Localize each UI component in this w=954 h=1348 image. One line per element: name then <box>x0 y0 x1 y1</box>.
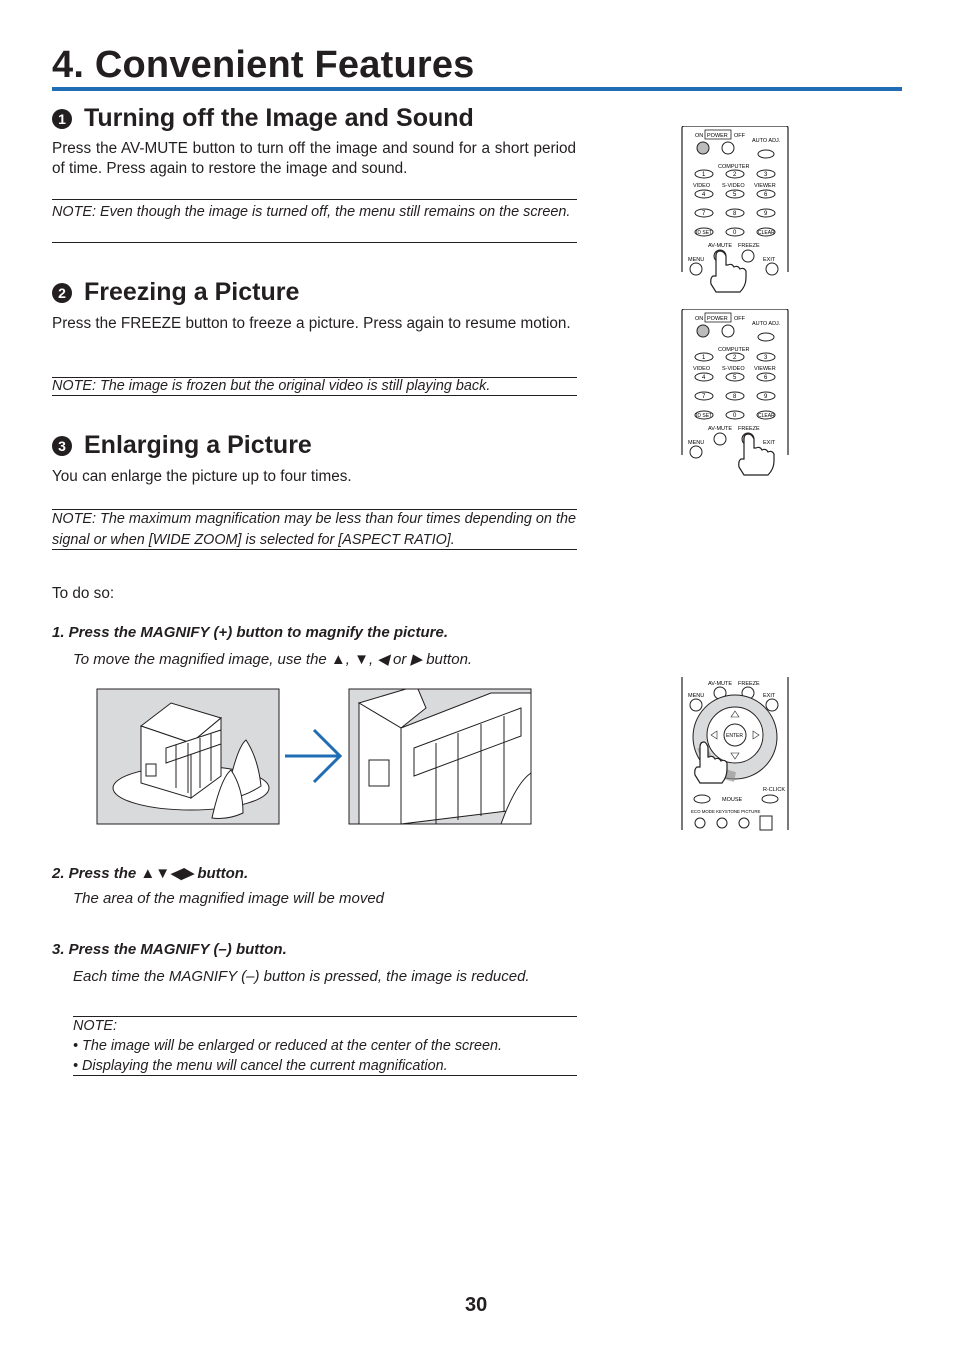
svg-text:9: 9 <box>764 394 768 400</box>
svg-text:ID SET: ID SET <box>696 230 713 236</box>
svg-text:MENU: MENU <box>688 693 705 699</box>
svg-text:VIEWER: VIEWER <box>754 183 776 189</box>
svg-text:POWER: POWER <box>707 133 728 139</box>
section-3-number: 3 <box>52 436 72 456</box>
section-3-note: NOTE: The maximum magnification may be less than four times depending on the signal or when [WIDE ZOOM] is selected for [ASPECT RATIO]. <box>52 511 576 548</box>
divider <box>52 395 577 396</box>
page-number: 30 <box>465 1294 488 1316</box>
svg-text:MOUSE: MOUSE <box>722 797 743 803</box>
svg-text:COMPUTER: COMPUTER <box>718 164 750 170</box>
svg-text:4: 4 <box>702 375 706 381</box>
title-rule <box>52 87 902 91</box>
svg-text:4: 4 <box>702 192 706 198</box>
svg-text:1: 1 <box>702 355 706 361</box>
svg-text:OFF: OFF <box>734 316 745 322</box>
svg-text:1: 1 <box>702 172 706 178</box>
svg-text:VIDEO: VIDEO <box>693 183 711 189</box>
divider <box>73 1075 577 1076</box>
svg-text:AV-MUTE: AV-MUTE <box>708 243 733 249</box>
svg-text:7: 7 <box>702 211 706 217</box>
step-3: 3. Press the MAGNIFY (–) button. <box>52 941 287 958</box>
svg-text:POWER: POWER <box>707 316 728 322</box>
svg-text:8: 8 <box>733 394 737 400</box>
svg-text:COMPUTER: COMPUTER <box>718 347 750 353</box>
svg-text:CLEAR: CLEAR <box>758 413 775 419</box>
svg-text:EXIT: EXIT <box>763 257 776 263</box>
step-3-sub: Each time the MAGNIFY (–) button is pressed, the image is reduced. <box>73 968 530 985</box>
svg-text:EXIT: EXIT <box>763 693 776 699</box>
divider <box>52 549 577 550</box>
svg-text:0: 0 <box>733 413 737 419</box>
magnify-illustration <box>96 688 533 826</box>
magnified-image-panel <box>349 689 531 824</box>
svg-text:FREEZE: FREEZE <box>738 243 760 249</box>
svg-text:MENU: MENU <box>688 440 705 446</box>
svg-text:5: 5 <box>733 375 737 381</box>
remote-freeze-illustration <box>680 309 790 481</box>
svg-text:R-CLICK: R-CLICK <box>763 787 786 793</box>
note-item: • The image will be enlarged or reduced at the center of the screen. <box>73 1038 503 1054</box>
todo-label: To do so: <box>52 585 115 602</box>
section-1-number: 1 <box>52 109 72 129</box>
svg-text:ON: ON <box>695 133 704 139</box>
svg-text:ID SET: ID SET <box>696 413 713 419</box>
original-image-panel <box>97 689 279 824</box>
section-2-note: NOTE: The image is frozen but the original video is still playing back. <box>52 378 491 394</box>
svg-text:ECO MODE KEYSTONE PICTURE: ECO MODE KEYSTONE PICTURE <box>691 809 761 814</box>
step-1-sub: To move the magnified image, use the ▲, ▼, ◀ or ▶ button. <box>73 651 473 668</box>
svg-text:5: 5 <box>733 192 737 198</box>
svg-text:FREEZE: FREEZE <box>738 681 760 687</box>
svg-text:3: 3 <box>764 172 768 178</box>
svg-text:AV-MUTE: AV-MUTE <box>708 426 733 432</box>
svg-text:8: 8 <box>733 211 737 217</box>
svg-text:OFF: OFF <box>734 133 745 139</box>
right-arrow-icon <box>285 730 340 782</box>
svg-text:2: 2 <box>733 172 737 178</box>
svg-text:ON: ON <box>695 316 704 322</box>
step-2: 2. Press the ▲▼◀▶ button. <box>52 865 249 882</box>
section-3-heading <box>52 431 312 460</box>
svg-text:AUTO ADJ.: AUTO ADJ. <box>752 138 781 144</box>
svg-text:CLEAR: CLEAR <box>758 230 775 236</box>
svg-text:AV-MUTE: AV-MUTE <box>708 681 733 687</box>
svg-text:VIDEO: VIDEO <box>693 366 711 372</box>
section-3-title: Enlarging a Picture <box>84 431 312 459</box>
section-1-heading <box>52 104 474 133</box>
section-2-title: Freezing a Picture <box>84 278 300 306</box>
remote-av-mute-illustration <box>680 126 790 298</box>
remote-magnify-illustration <box>680 677 790 833</box>
svg-text:9: 9 <box>764 211 768 217</box>
svg-text:3: 3 <box>764 355 768 361</box>
svg-text:VIEWER: VIEWER <box>754 366 776 372</box>
svg-text:6: 6 <box>764 375 768 381</box>
section-2-body: Press the FREEZE button to freeze a picture. Press again to resume motion. <box>52 315 571 332</box>
svg-text:ENTER: ENTER <box>726 733 743 739</box>
svg-text:0: 0 <box>733 230 737 236</box>
section-1-body: Press the AV-MUTE button to turn off the image and sound for a short period of time. Press again to restore the image and sound. <box>52 140 576 177</box>
section-2-heading <box>52 278 299 307</box>
svg-text:EXIT: EXIT <box>763 440 776 446</box>
svg-text:AUTO ADJ.: AUTO ADJ. <box>752 321 781 327</box>
section-2-number: 2 <box>52 283 72 303</box>
svg-text:S-VIDEO: S-VIDEO <box>722 366 745 372</box>
section-1-title: Turning off the Image and Sound <box>84 104 474 132</box>
svg-text:FREEZE: FREEZE <box>738 426 760 432</box>
page-title: 4. Convenient Features <box>52 44 475 86</box>
section-1-note: NOTE: Even though the image is turned off, the menu still remains on the screen. <box>52 204 571 220</box>
svg-text:6: 6 <box>764 192 768 198</box>
svg-text:S-VIDEO: S-VIDEO <box>722 183 745 189</box>
svg-text:MENU: MENU <box>688 257 705 263</box>
divider <box>52 242 577 243</box>
svg-text:2: 2 <box>733 355 737 361</box>
note-item: • Displaying the menu will cancel the current magnification. <box>73 1058 448 1074</box>
divider <box>73 1016 577 1017</box>
svg-text:7: 7 <box>702 394 706 400</box>
step-1: 1. Press the MAGNIFY (+) button to magnify the picture. <box>52 624 449 641</box>
divider <box>52 199 577 200</box>
note-title: NOTE: <box>73 1018 117 1034</box>
step-2-sub: The area of the magnified image will be moved <box>73 890 385 907</box>
section-3-body: You can enlarge the picture up to four times. <box>52 468 352 485</box>
